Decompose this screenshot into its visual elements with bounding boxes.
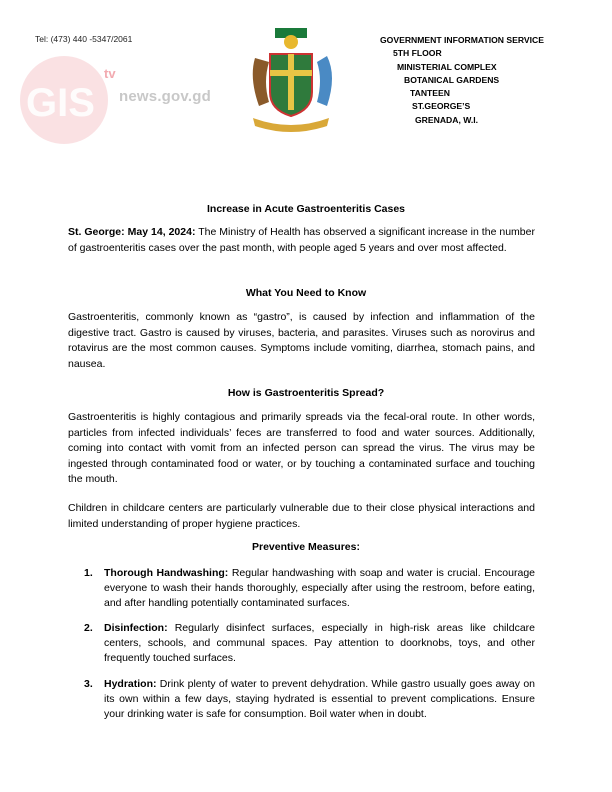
grenada-coat-of-arms-icon <box>245 28 337 136</box>
list-text: Regularly disinfect surfaces, especially in high-risk areas like childcare centers, schools, and communal spaces. Pay attention to doorknobs, toys, and other frequently touched surfaces. <box>104 622 535 664</box>
children-paragraph: Children in childcare centers are particularly vulnerable due to their close physical interactions and limited understanding of proper hygiene practices. <box>68 502 535 530</box>
address-line: GOVERNMENT INFORMATION SERVICE <box>380 35 544 45</box>
intro-lead: St. George: May 14, 2024: <box>68 226 196 238</box>
logo-tv-text: tv <box>104 66 116 81</box>
news-site-label: news.gov.gd <box>119 88 211 105</box>
list-number: 1. <box>84 567 93 579</box>
intro-paragraph <box>68 225 535 256</box>
address-line: MINISTERIAL COMPLEX <box>397 61 497 72</box>
telephone-number: Tel: (473) 440 -5347/2061 <box>35 34 133 44</box>
list-label: Hydration: <box>104 678 157 690</box>
section-heading-spread: How is Gastroenteritis Spread? <box>227 387 385 399</box>
address-block <box>380 34 544 127</box>
list-text: Drink plenty of water to prevent dehydration. While gastro usually goes away on its own within a few days, staying hydrated is essential to prevent complications. Ensure your drinking water is safe for consumption. Boil water when in doubt. <box>104 678 535 720</box>
address-line: GRENADA, W.I. <box>415 114 479 125</box>
list-number: 3. <box>84 678 93 690</box>
spread-paragraph: Gastroenteritis is highly contagious and primarily spreads via the fecal-oral route. In other words, particles from infected individuals’ feces are transferred to food and water sources. Additionally, coming into contact with vomit from an infected person can spread the virus. The virus may be ingested through contaminated food or water, or by touching a contaminated surface and touching the mouth. <box>68 411 535 486</box>
logo-gis-text: GIS <box>26 81 95 125</box>
list-number: 2. <box>84 622 93 634</box>
page-title: Increase in Acute Gastroenteritis Cases <box>206 203 406 215</box>
list-label: Thorough Handwashing: <box>104 567 229 579</box>
address-line: BOTANICAL GARDENS <box>404 74 500 85</box>
address-line: TANTEEN <box>410 88 450 99</box>
list-text: Regular handwashing with soap and water is crucial. Encourage everyone to wash their hands thoroughly, especially after using the restroom, before eating, and after handling potentially contaminated surfaces. <box>104 567 535 609</box>
section-heading-know: What You Need to Know <box>245 287 367 299</box>
gis-logo <box>20 52 135 147</box>
address-line: ST.GEORGE’S <box>412 101 471 112</box>
list-label: Disinfection: <box>104 622 168 634</box>
address-line: 5TH FLOOR <box>393 48 442 59</box>
intro-text: The Ministry of Health has observed a significant increase in the number of gastroenteritis cases over the past month, with people aged 5 years and over most affected. <box>68 226 535 254</box>
section-heading-prevent: Preventive Measures: <box>252 541 360 553</box>
know-paragraph: Gastroenteritis, commonly known as “gastro”, is caused by infection and inflammation of the digestive tract. Gastro is caused by viruses, bacteria, and parasites. Viruses such as norovirus and rotavirus are the most common causes. Symptoms include vomiting, diarrhea, stomach pains, and nausea. <box>68 311 535 370</box>
